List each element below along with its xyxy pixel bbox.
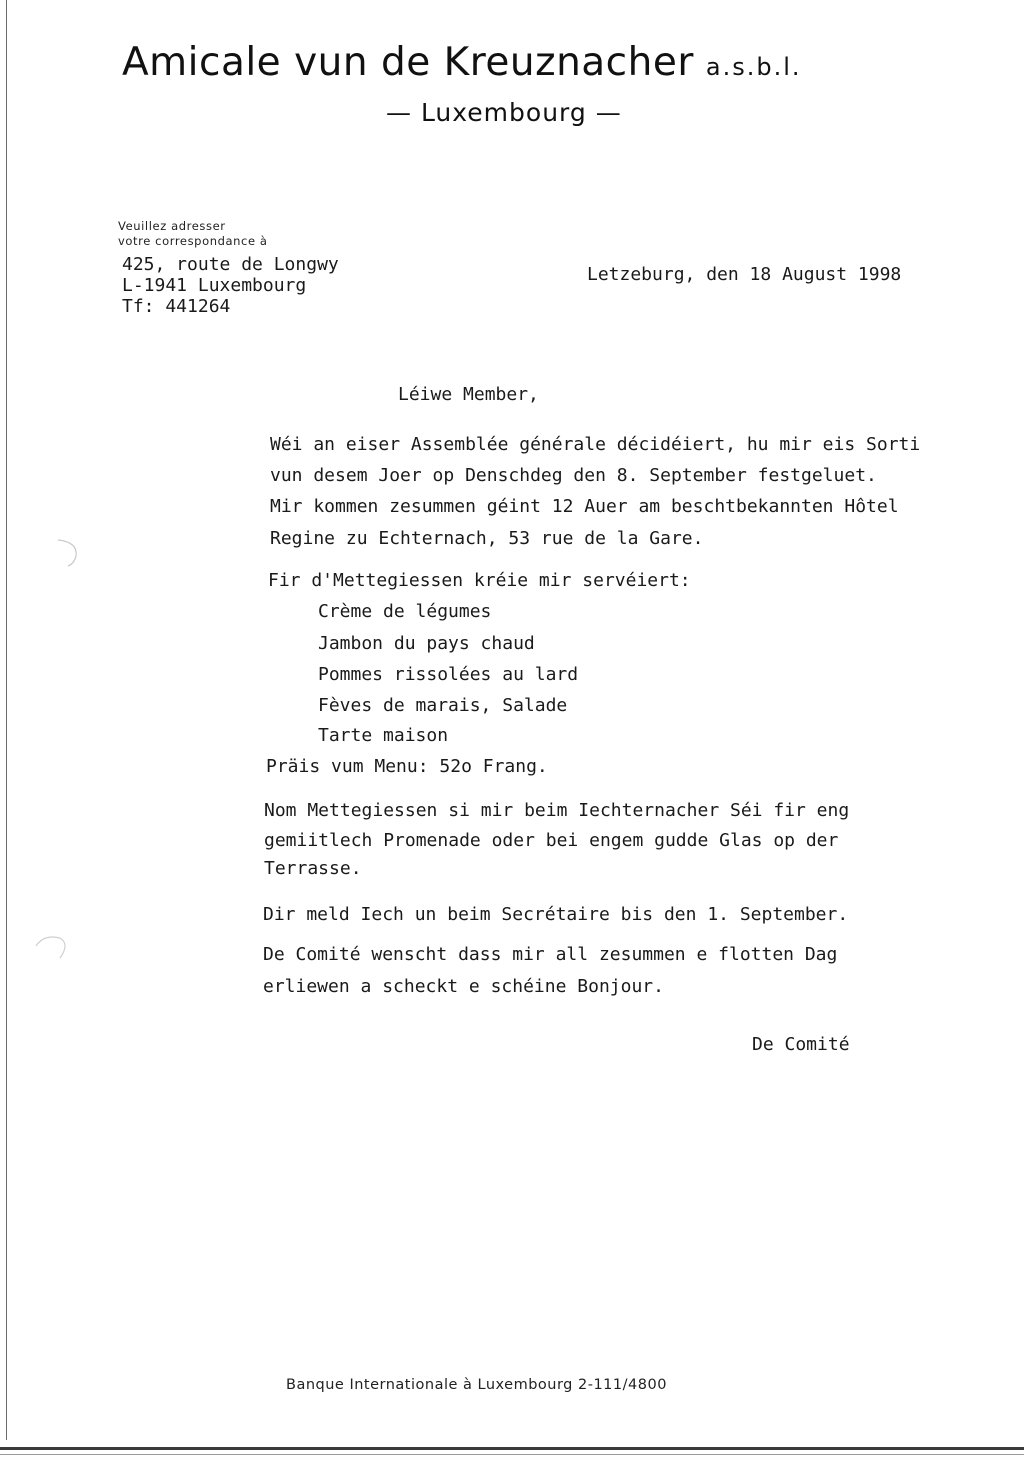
menu-item: Pommes rissolées au lard	[318, 664, 579, 685]
address-street: 425, route de Longwy	[122, 254, 339, 275]
menu-item: Crème de légumes	[318, 601, 492, 622]
salutation: Léiwe Member,	[398, 384, 539, 405]
menu-item: Jambon du pays chaud	[318, 633, 535, 654]
paragraph-line: Mir kommen zesummen géint 12 Auer am beschtbekannten Hôtel	[270, 496, 899, 517]
correspondence-note	[118, 219, 268, 249]
letterhead-title	[122, 40, 802, 85]
correspondence-note-line: Veuillez adresser	[118, 219, 226, 233]
paragraph-line: Regine zu Echternach, 53 rue de la Gare.	[270, 528, 704, 549]
paragraph-line: gemiitlech Promenade oder bei engem gudde Glas op der	[264, 830, 839, 851]
legal-form-suffix: a.s.b.l.	[705, 53, 802, 81]
menu-intro: Fir d'Mettegiessen kréie mir servéiert:	[268, 570, 691, 591]
address-city: L-1941 Luxembourg	[122, 275, 307, 296]
left-margin-line	[6, 0, 7, 1440]
bank-details-footer: Banque Internationale à Luxembourg 2-111/4800	[286, 1377, 667, 1393]
place-date-line: Letzeburg, den 18 August 1998	[587, 264, 902, 285]
registration-note: Dir meld Iech un beim Secrétaire bis den 1. September.	[263, 904, 849, 925]
paragraph-line: erliewen a scheckt e schéine Bonjour.	[263, 976, 664, 997]
paragraph-line: Terrasse.	[264, 858, 362, 879]
paragraph-line: vun desem Joer op Denschdeg den 8. September festgeluet.	[270, 465, 877, 486]
sender-address	[122, 254, 339, 317]
menu-price: Präis vum Menu: 52o Frang.	[266, 756, 548, 777]
letterhead-subtitle: — Luxembourg —	[386, 98, 622, 127]
punch-hole-mark	[44, 534, 84, 574]
correspondence-note-line: votre correspondance à	[118, 234, 268, 248]
paragraph-line: De Comité wenscht dass mir all zesummen e flotten Dag	[263, 944, 838, 965]
paragraph-line: Wéi an eiser Assemblée générale décidéiert, hu mir eis Sorti	[270, 434, 921, 455]
bottom-border-line	[0, 1454, 1024, 1455]
menu-item: Tarte maison	[318, 725, 449, 746]
menu-item: Fèves de marais, Salade	[318, 695, 568, 716]
paragraph-line: Nom Mettegiessen si mir beim Iechternacher Séi fir eng	[264, 800, 850, 821]
address-phone: Tf: 441264	[122, 296, 231, 317]
bottom-border-line	[0, 1447, 1024, 1450]
organization-name: Amicale vun de Kreuznacher	[122, 40, 694, 85]
punch-hole-mark	[30, 928, 70, 968]
signature: De Comité	[752, 1034, 850, 1055]
